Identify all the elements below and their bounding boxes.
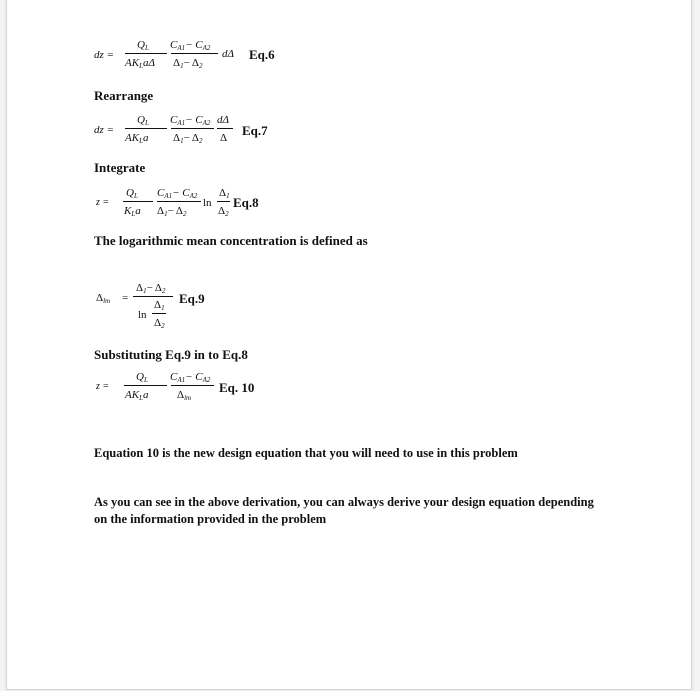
eq7-fraction-bar-3 bbox=[217, 128, 233, 129]
eq8-num-q: $Q_L$ bbox=[126, 187, 138, 200]
eq6-lhs: dz = bbox=[94, 49, 114, 61]
eq6-dA: dΔ bbox=[222, 48, 234, 60]
document-page bbox=[6, 0, 692, 690]
eq9-numerator: $\Delta_1- \Delta_2$ bbox=[136, 282, 166, 295]
eq10-den-delta-lm: $\Delta_{lm}$ bbox=[177, 389, 192, 402]
eq9-inner-den: $\Delta_2$ bbox=[154, 317, 165, 330]
eq10-fraction-bar-1 bbox=[124, 385, 167, 386]
eq9-inner-num: $\Delta_1$ bbox=[154, 299, 165, 312]
design-equation-note: Equation 10 is the new design equation that you will need to use in this problem bbox=[94, 446, 518, 460]
equation-6 bbox=[7, 0, 691, 90]
eq7-num-c: $C_{A1}- C_{A2}$ bbox=[170, 114, 211, 127]
eq6-fraction-bar-2 bbox=[171, 53, 218, 54]
eq9-lhs: $\Delta_{lm}$ bbox=[96, 292, 111, 305]
eq8-den-delta2: $\Delta_2$ bbox=[218, 205, 229, 218]
eq9-fraction-bar-main bbox=[133, 296, 173, 297]
eq8-tag: Eq.8 bbox=[233, 195, 259, 210]
eq9-ln: ln bbox=[138, 309, 147, 321]
eq10-num-q: $Q_L$ bbox=[136, 371, 148, 384]
substituting-text: Substituting Eq.9 in to Eq.8 bbox=[94, 347, 248, 362]
eq7-fraction-bar-2 bbox=[171, 128, 214, 129]
eq8-fraction-bar-2 bbox=[157, 201, 201, 202]
eq10-den-ak: $AK_La$ bbox=[125, 389, 149, 402]
eq10-fraction-bar-2 bbox=[171, 385, 214, 386]
eq10-tag: Eq. 10 bbox=[219, 380, 255, 395]
heading-rearrange: Rearrange bbox=[94, 88, 154, 103]
eq7-den-delta-single: Δ bbox=[220, 132, 228, 144]
eq8-den-k: $K_La$ bbox=[124, 205, 141, 218]
eq10-num-c: $C_{A1}- C_{A2}$ bbox=[170, 371, 211, 384]
eq9-equals: = bbox=[122, 292, 129, 304]
eq8-num-c: $C_{A1}- C_{A2}$ bbox=[157, 187, 198, 200]
equation-9 bbox=[7, 275, 691, 345]
eq7-lhs: dz = bbox=[94, 124, 114, 136]
eq6-den-ak: $AK_La\Delta$ bbox=[125, 57, 155, 70]
heading-integrate: Integrate bbox=[94, 160, 146, 175]
eq8-lhs: z = bbox=[96, 197, 110, 208]
eq6-fraction-bar-1 bbox=[125, 53, 167, 54]
eq7-den-delta: $\Delta_1- \Delta_2$ bbox=[173, 132, 203, 145]
eq6-den-delta: $\Delta_1- \Delta_2$ bbox=[173, 57, 203, 70]
log-mean-definition-text: The logarithmic mean concentration is defined as bbox=[94, 233, 368, 248]
eq10-lhs: z = bbox=[96, 381, 110, 392]
closing-paragraph: As you can see in the above derivation, you can always derive your design equation depending on the information provided in the problem bbox=[94, 495, 594, 526]
eq8-ln: ln bbox=[203, 197, 212, 209]
eq8-fraction-bar-3 bbox=[217, 201, 230, 202]
equation-10 bbox=[7, 365, 691, 415]
eq8-num-delta: $\Delta_1$ bbox=[219, 187, 230, 200]
eq6-num-q: $Q_L$ bbox=[137, 39, 149, 52]
eq7-tag: Eq.7 bbox=[242, 123, 268, 138]
eq6-tag: Eq.6 bbox=[249, 47, 275, 62]
equation-8 bbox=[7, 180, 691, 230]
equation-7 bbox=[7, 100, 691, 160]
eq8-fraction-bar-1 bbox=[123, 201, 153, 202]
eq7-fraction-bar-1 bbox=[125, 128, 167, 129]
eq8-den-delta: $\Delta_1- \Delta_2$ bbox=[157, 205, 187, 218]
eq9-tag: Eq.9 bbox=[179, 291, 205, 306]
eq7-den-ak: $AK_La$ bbox=[125, 132, 149, 145]
eq7-num-q: $Q_L$ bbox=[137, 114, 149, 127]
eq6-num-c: $C_{A1}- C_{A2}$ bbox=[170, 39, 211, 52]
eq7-num-da: dΔ bbox=[217, 114, 229, 126]
eq9-fraction-bar-inner bbox=[152, 313, 166, 314]
